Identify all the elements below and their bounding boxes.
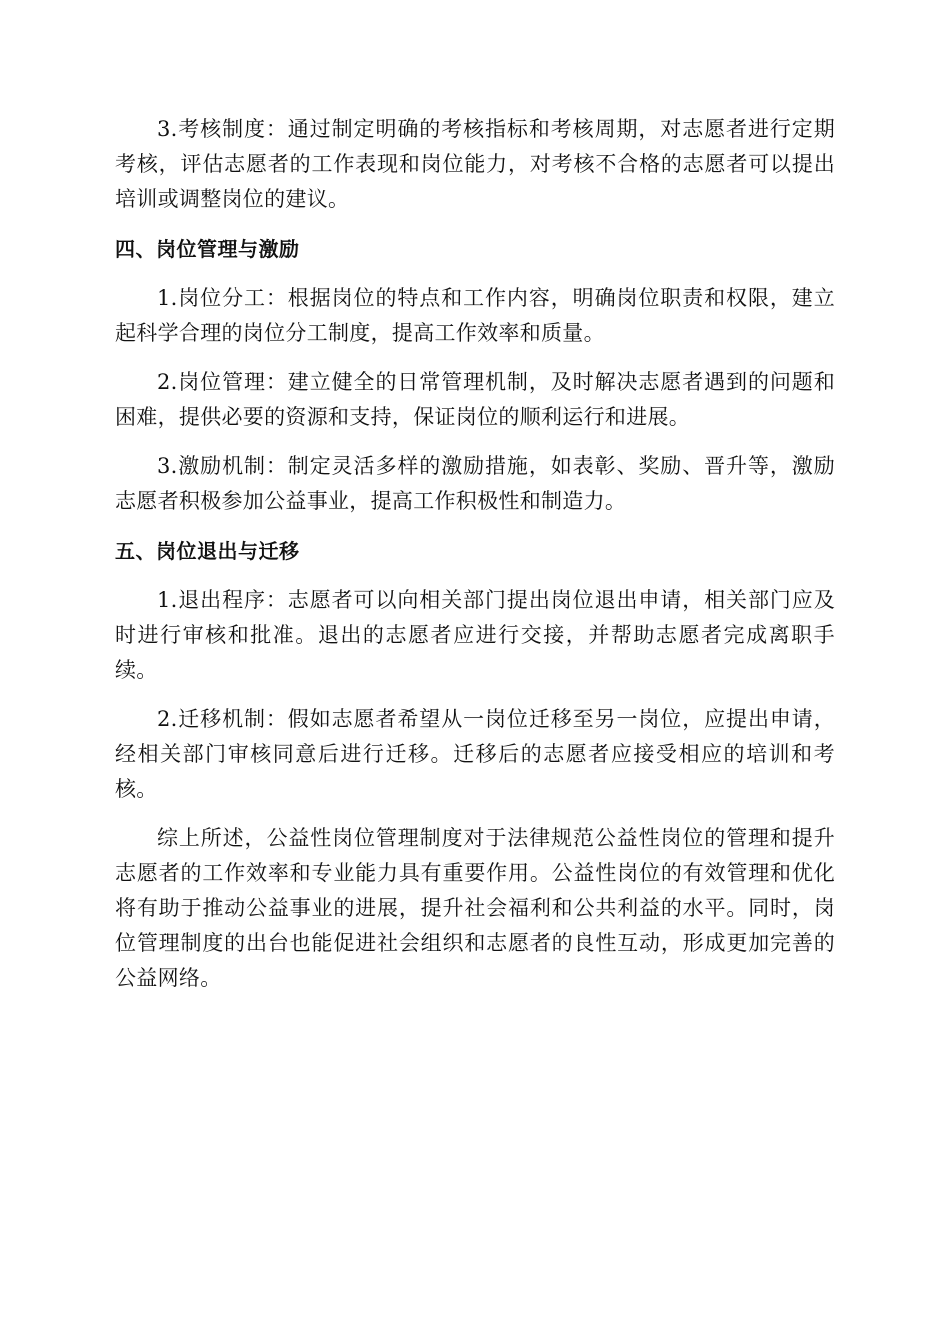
paragraph-exit-procedure: 1.退出程序：志愿者可以向相关部门提出岗位退出申请，相关部门应及时进行审核和批准。退出的志愿者应进行交接，并帮助志愿者完成离职手续。 bbox=[115, 588, 835, 682]
document-page bbox=[115, 112, 835, 1010]
paragraph-incentive-mechanism: 3.激励机制：制定灵活多样的激励措施，如表彰、奖励、晋升等，激励志愿者积极参加公益事业，提高工作积极性和制造力。 bbox=[115, 454, 835, 513]
section-heading-management-incentives: 四、岗位管理与激励 bbox=[115, 237, 300, 261]
paragraph-job-division: 1.岗位分工：根据岗位的特点和工作内容，明确岗位职责和权限，建立起科学合理的岗位分工制度，提高工作效率和质量。 bbox=[115, 286, 835, 345]
paragraph-assessment-system: 3.考核制度：通过制定明确的考核指标和考核周期，对志愿者进行定期考核，评估志愿者的工作表现和岗位能力，对考核不合格的志愿者可以提出培训或调整岗位的建议。 bbox=[115, 117, 835, 211]
paragraph-job-management: 2.岗位管理：建立健全的日常管理机制，及时解决志愿者遇到的问题和困难，提供必要的资源和支持，保证岗位的顺利运行和进展。 bbox=[115, 370, 835, 429]
paragraph-transfer-mechanism: 2.迁移机制：假如志愿者希望从一岗位迁移至另一岗位，应提出申请，经相关部门审核同意后进行迁移。迁移后的志愿者应接受相应的培训和考核。 bbox=[115, 707, 835, 801]
paragraph-conclusion: 综上所述，公益性岗位管理制度对于法律规范公益性岗位的管理和提升志愿者的工作效率和专业能力具有重要作用。公益性岗位的有效管理和优化将有助于推动公益事业的进展，提升社会福利和公共利益的水平。同时，岗位管理制度的出台也能促进社会组织和志愿者的良性互动，形成更加完善的公益网络。 bbox=[115, 826, 835, 990]
section-heading-exit-transfer: 五、岗位退出与迁移 bbox=[115, 539, 300, 563]
